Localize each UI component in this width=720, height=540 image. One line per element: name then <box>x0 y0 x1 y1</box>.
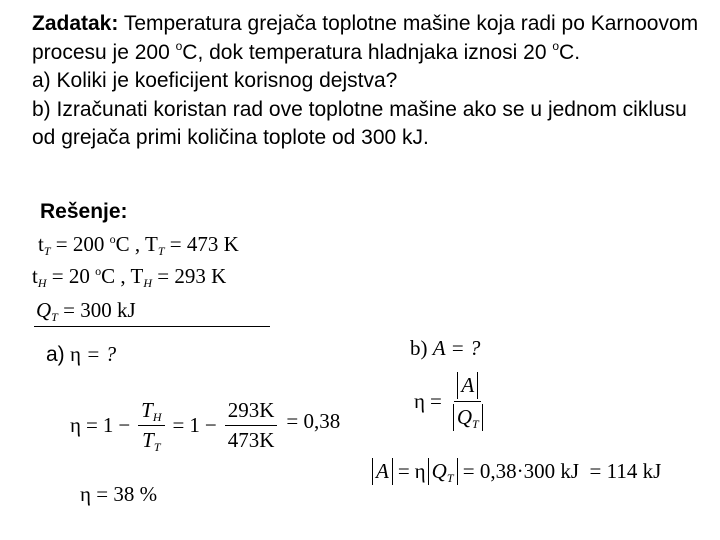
abs-heat <box>453 404 483 431</box>
value: = 473 K <box>164 232 239 256</box>
part-a-unknown <box>46 342 116 367</box>
equals-sign: = <box>397 459 410 483</box>
task-text-1: Temperatura grejača toplotne mašine koja radi po Karnoovom procesu je 200 <box>32 12 699 64</box>
symbol-q: Q <box>431 459 447 483</box>
unknown-mark: = ? <box>445 336 481 360</box>
given-heat <box>36 298 136 323</box>
part-a-label: a) <box>46 343 65 366</box>
part-b-unknown <box>410 336 480 361</box>
given-heater-temp <box>38 232 239 257</box>
work-fraction <box>450 372 486 431</box>
numeric-fraction <box>225 398 278 453</box>
number-one: 1 <box>102 413 114 437</box>
eta-symbol: η <box>414 389 425 413</box>
minus-sign: − <box>118 413 131 437</box>
symbol-a: A <box>432 336 446 360</box>
part-b-label: b) <box>410 336 433 360</box>
minus-sign: − <box>204 413 217 437</box>
degree-symbol-1: o <box>175 38 183 53</box>
equals-sign: = <box>172 413 185 437</box>
value: = 300 kJ <box>57 298 136 322</box>
fraction-denominator: 473K <box>227 428 275 452</box>
efficiency-result: = 0,38 <box>286 409 341 433</box>
abs-work: A <box>457 372 478 399</box>
subscript: T <box>153 440 161 454</box>
eta-symbol: η <box>70 413 81 437</box>
work-result <box>372 458 661 485</box>
equals-sign: = <box>85 413 98 437</box>
degree-symbol-2: o <box>552 38 560 53</box>
eta-symbol: η <box>414 459 426 483</box>
value: = 293 K <box>152 264 227 288</box>
equals-sign: = <box>429 389 442 413</box>
fraction-numerator: 293K <box>225 398 278 426</box>
subscript: T <box>472 417 479 431</box>
task-text-3: C. <box>559 40 581 64</box>
work-formula <box>414 372 489 431</box>
symbol-t: T <box>142 428 154 452</box>
solution-heading: Rešenje: <box>40 200 128 223</box>
task-statement <box>32 10 712 153</box>
work-value: = 0,38·300 kJ = 114 kJ <box>457 459 662 483</box>
value: = 200 <box>50 232 110 256</box>
unknown-mark: = ? <box>80 342 117 366</box>
question-b: b) Izračunati koristan rad ove toplotne mašine ako se u jednom ciklusu od grejača primi količina toplote od 300 kJ. <box>32 97 687 149</box>
subscript: T <box>51 310 58 324</box>
subscript: T <box>43 244 51 258</box>
symbol-t: t <box>32 264 38 288</box>
given-divider <box>34 326 270 327</box>
degree-symbol: o <box>109 232 116 246</box>
efficiency-formula <box>70 398 340 453</box>
number-one: 1 <box>189 413 200 437</box>
symbolic-fraction <box>138 398 164 453</box>
fraction-numerator <box>454 372 481 402</box>
subscript: T <box>446 471 454 485</box>
degree-symbol: o <box>95 264 102 278</box>
fraction-denominator <box>139 426 163 453</box>
subscript: T <box>157 244 165 258</box>
abs-heat <box>428 458 458 485</box>
unit-and-symbol: C , T <box>101 264 144 288</box>
abs-work: A <box>372 458 393 485</box>
question-a: a) Koliki je koeficijent korisnog dejstva? <box>32 69 398 92</box>
symbol-t: t <box>38 232 44 256</box>
symbol-t: T <box>141 398 153 422</box>
eta-symbol: η <box>69 342 81 366</box>
subscript: H <box>152 410 162 424</box>
given-cooler-temp <box>32 264 226 289</box>
task-intro <box>32 10 712 67</box>
eta-symbol: η <box>80 482 91 506</box>
symbol-q: Q <box>36 298 52 322</box>
value: = 20 <box>46 264 96 288</box>
fraction-numerator <box>138 398 164 426</box>
subscript: H <box>37 276 47 290</box>
percent-value: = 38 % <box>90 482 158 506</box>
unit-and-symbol: C , T <box>115 232 158 256</box>
efficiency-percent <box>80 482 157 507</box>
fraction-denominator <box>450 402 486 431</box>
symbol-q: Q <box>456 405 472 429</box>
subscript: H <box>143 276 152 290</box>
task-text-2: C, dok temperatura hladnjaka iznosi 20 <box>182 40 553 64</box>
task-label: Zadatak: <box>32 12 119 35</box>
